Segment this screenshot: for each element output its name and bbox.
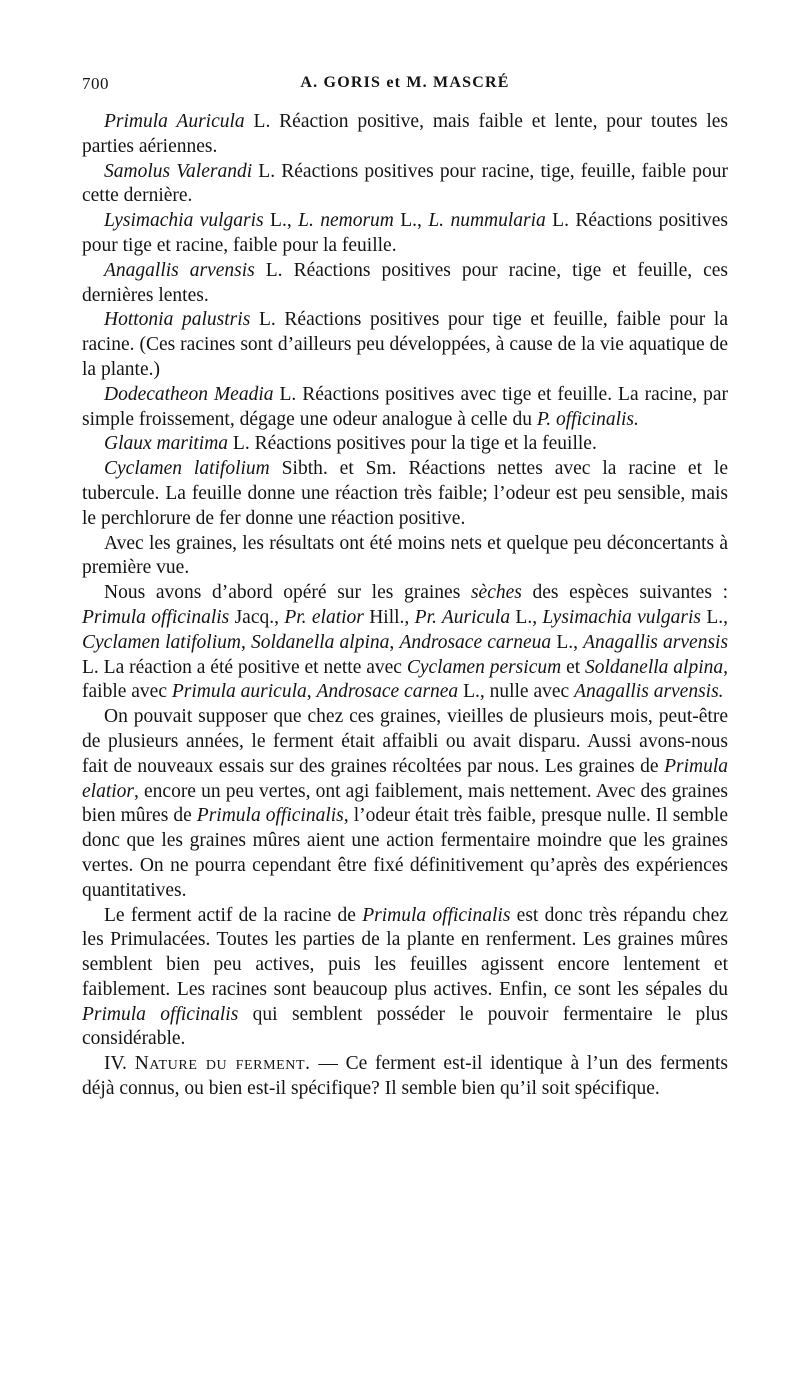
- italic-run: Primula officinalis: [82, 606, 230, 628]
- paragraph: [82, 904, 728, 1053]
- text-run: Hill.,: [363, 606, 415, 628]
- italic-run: Lysimachia vulgaris: [104, 210, 264, 232]
- italic-run: Anagallis arvensis.: [574, 681, 724, 703]
- text-run: Sibth. et Sm. Réactions nettes avec la racine et le tubercule. La feuille donne une réaction très faible; l’odeur est peu sensible, mais le perchlorure de fer donne une réaction positive.: [82, 458, 728, 529]
- text-run: qui semblent posséder le pouvoir fermentaire le plus considérable.: [82, 1003, 729, 1050]
- italic-run: Primula officinalis: [82, 1003, 239, 1025]
- text-run: , faible avec: [82, 656, 729, 703]
- paragraph: [82, 457, 728, 531]
- page-header: [82, 74, 728, 100]
- paragraph: [82, 308, 728, 382]
- paragraph: [82, 532, 728, 582]
- text-run: est donc très répandu chez les Primulacées. Toutes les parties de la plante en renferment. Les graines mûres semblent bien peu actives, puis les feuilles agissent encore lentement et faiblement. Les racines sont beaucoup plus actives. Enfin, ce sont les sépales du: [82, 904, 728, 1000]
- paragraph: [82, 209, 728, 259]
- italic-run: Glaux maritima: [104, 433, 229, 455]
- italic-run: Anagallis arvensis: [583, 631, 729, 653]
- italic-run: Samolus Valerandi: [104, 160, 253, 182]
- italic-run: Pr. Auricula: [414, 606, 511, 628]
- text-run: , encore un peu vertes, ont agi faiblement, mais nettement. Avec des graines bien mûres de: [82, 780, 728, 827]
- text-run: Nous avons d’abord opéré sur les graines: [104, 582, 471, 604]
- paragraph: [82, 1052, 728, 1102]
- text-run: , l’odeur était très faible, presque nulle. Il semble donc que les graines mûres aient une action fermentaire moindre que les graines vertes. On ne pourra cependant être fixé définitivement qu’après des expériences quantitatives.: [82, 805, 728, 901]
- paragraph: [82, 259, 728, 309]
- text-run: L.,: [393, 210, 429, 232]
- text-run: L.,: [510, 606, 543, 628]
- text-run: L. Réactions positives pour tige et racine, faible pour la feuille.: [82, 210, 728, 256]
- text-run: IV.: [104, 1053, 135, 1075]
- italic-run: sèches: [470, 582, 522, 604]
- text-run: L. Réactions positives avec tige et feuille. La racine, par simple froissement, dégage une odeur analogue à celle du: [82, 383, 728, 430]
- body-text: [82, 110, 728, 1102]
- italic-run: Cyclamen latifolium: [82, 631, 241, 653]
- text-run: L. Réaction positive, mais faible et lente, pour toutes les parties aériennes.: [82, 111, 728, 157]
- italic-run: Cyclamen latifolium: [104, 458, 270, 480]
- italic-run: Primula auricula: [171, 681, 307, 703]
- italic-run: Androsace carneua: [399, 631, 552, 653]
- text-run: Jacq.,: [229, 606, 285, 628]
- paragraph: [82, 705, 728, 903]
- paragraph: [82, 110, 728, 160]
- italic-run: Anagallis arvensis: [104, 259, 255, 281]
- text-run: L. Réactions positives pour la tige et la feuille.: [228, 433, 597, 455]
- text-run: — Ce ferment est-il identique à l’un des ferments déjà connus, ou bien est-il spécifique? Il semble bien qu’il soit spécifique.: [82, 1053, 728, 1100]
- italic-run: Cyclamen persicum: [406, 656, 562, 678]
- italic-run: Dodecatheon Meadia: [104, 383, 274, 405]
- text-run: L.,: [701, 606, 729, 628]
- text-run: L.,: [551, 631, 584, 653]
- paragraph: [82, 432, 728, 457]
- text-run: L. Réactions positives pour racine, tige et feuille, ces dernières lentes.: [82, 259, 729, 306]
- text-run: ,: [306, 681, 317, 703]
- italic-run: Primula Auricula: [104, 111, 245, 132]
- italic-run: Soldanella alpina: [585, 656, 724, 678]
- italic-run: Primula elatior: [82, 755, 728, 802]
- italic-run: Hottonia palustris: [104, 309, 251, 331]
- text-run: ,: [240, 631, 251, 653]
- italic-run: Soldanella alpina: [251, 631, 390, 653]
- text-run: Avec les graines, les résultats ont été moins nets et quelque peu déconcertants à première vue.: [82, 532, 728, 579]
- italic-run: Pr. elatior: [284, 606, 364, 628]
- text-run: des espèces suivantes :: [521, 582, 728, 604]
- text-run: On pouvait supposer que chez ces graines, vieilles de plusieurs mois, peut-être de plusieurs années, le ferment était affaibli ou avait disparu. Aussi avons-nous fait de nouveaux essais sur des graines récoltées par nous. Les graines de: [82, 706, 728, 777]
- text-run: et: [561, 656, 586, 678]
- text-run: L. La réaction a été positive et nette avec: [82, 656, 407, 678]
- italic-run: P. officinalis.: [536, 408, 639, 430]
- italic-run: Primula officinalis: [196, 805, 344, 827]
- text-run: ,: [389, 631, 400, 653]
- italic-run: L. nummularia: [428, 210, 546, 232]
- text-run: Le ferment actif de la racine de: [104, 904, 363, 926]
- paragraph: [82, 160, 728, 210]
- text-run: L.,: [263, 210, 299, 232]
- section-heading-run: Nature du ferment.: [134, 1053, 311, 1075]
- italic-run: Androsace carnea: [316, 681, 459, 703]
- page-number: 700: [82, 74, 109, 93]
- text-run: L., nulle avec: [458, 681, 575, 703]
- text-run: L. Réactions positives pour racine, tige, feuille, faible pour cette dernière.: [82, 160, 728, 207]
- paragraph: [82, 383, 728, 433]
- italic-run: L. nemorum: [298, 210, 394, 232]
- paragraph: [82, 581, 728, 705]
- italic-run: Lysimachia vulgaris: [542, 606, 702, 628]
- running-head: A. GORIS et M. MASCRÉ: [300, 74, 510, 91]
- text-run: L. Réactions positives pour tige et feuille, faible pour la racine. (Ces racines sont d’ailleurs peu développées, à cause de la vie aquatique de la plante.): [82, 309, 728, 380]
- italic-run: Primula officinalis: [362, 904, 511, 926]
